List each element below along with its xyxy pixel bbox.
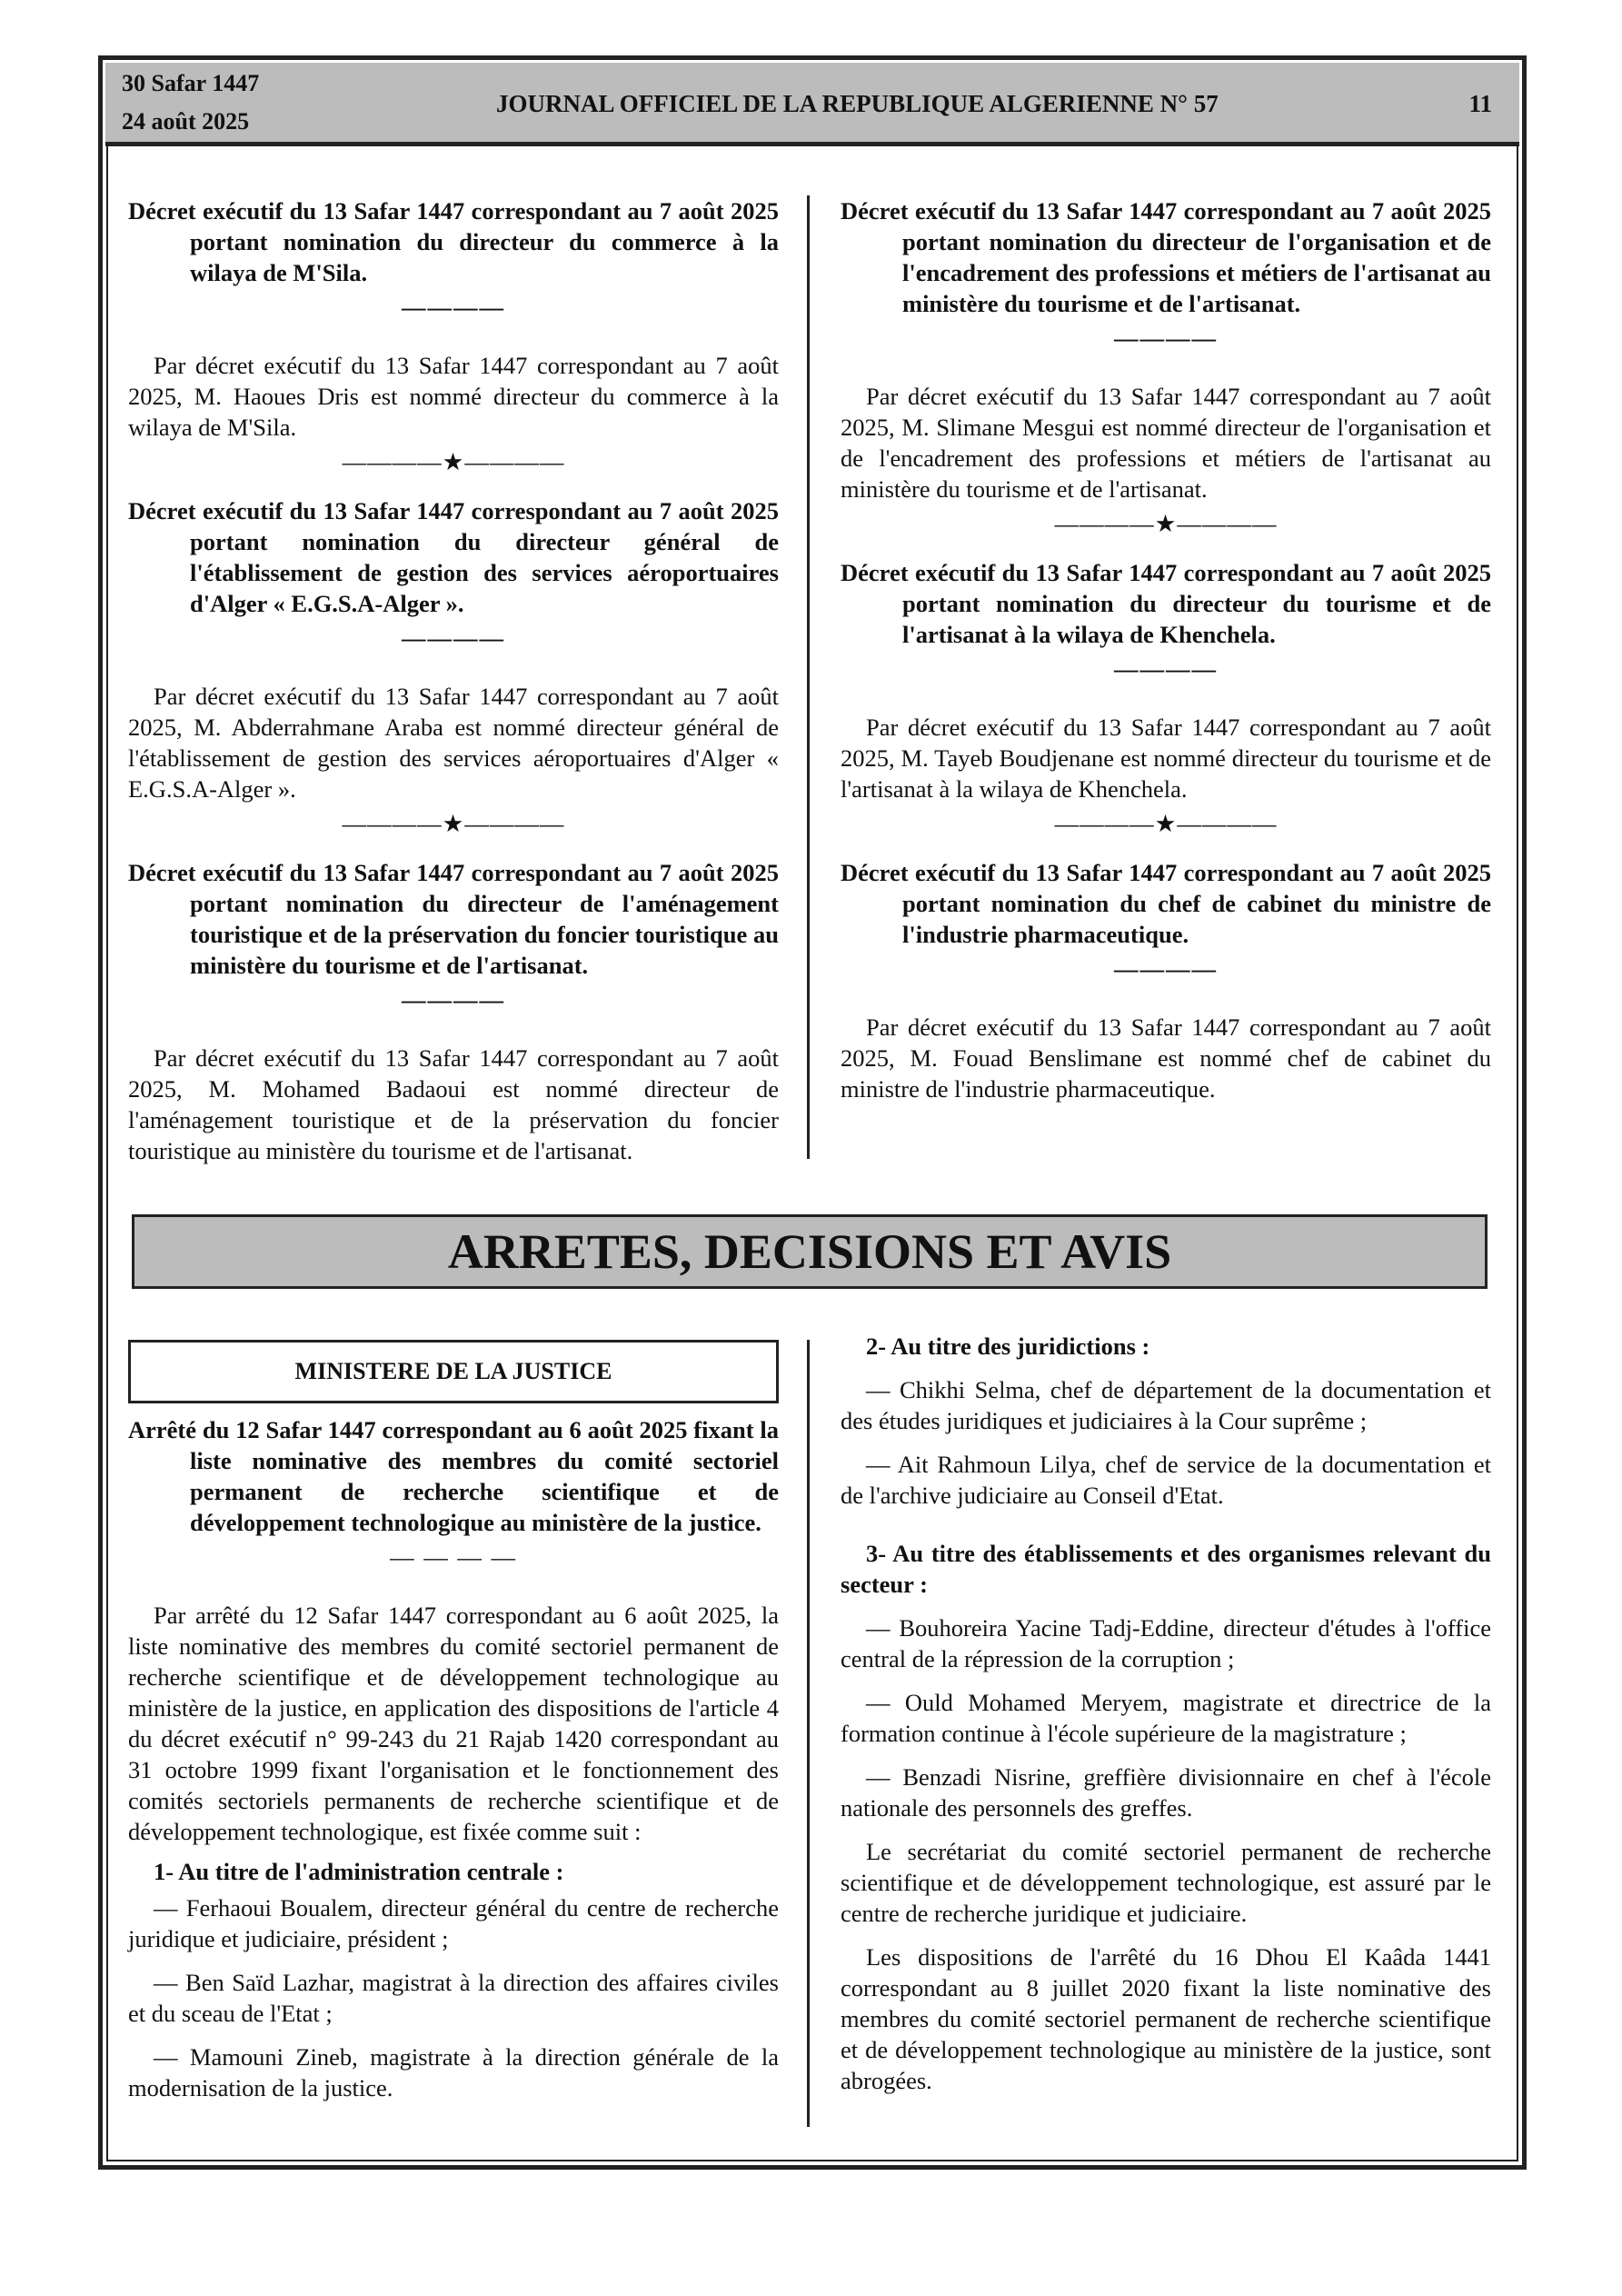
member-item: — Mamouni Zineb, magistrate à la direction générale de la modernisation de la justice. (128, 2043, 779, 2101)
section-heading: 2- Au titre des juridictions : (866, 1333, 1150, 1360)
separator: — — — — (390, 1543, 517, 1571)
member-item: — Bouhoreira Yacine Tadj-Eddine, directeur d'études à l'office central de la répression de la corruption ; (841, 1614, 1491, 1672)
decree-title: Décret exécutif du 13 Safar 1447 correspondant au 7 août 2025 portant nomination du directeur du commerce à la wilaya de M'Sila. (128, 197, 779, 286)
header-date-gregorian: 24 août 2025 (122, 108, 250, 135)
star-separator: ————★———— (342, 448, 565, 475)
decree-body: Par décret exécutif du 13 Safar 1447 correspondant au 7 août 2025, M. Tayeb Boudjenane est nommé directeur du tourisme et de l'artisanat à la wilaya de Khenchela. (841, 714, 1491, 803)
member-item: — Ait Rahmoun Lilya, chef de service de la documentation et de l'archive judiciaire au Conseil d'Etat. (841, 1451, 1491, 1509)
member-item: — Ben Saïd Lazhar, magistrat à la direction des affaires civiles et du sceau de l'Etat ; (128, 1969, 779, 2027)
star-separator: ————★———— (1054, 510, 1278, 537)
decree-body: Par décret exécutif du 13 Safar 1447 correspondant au 7 août 2025, M. Abderrahmane Araba est nommé directeur général de l'établissement de gestion des services aéroportuaires d'Alger « E.G.S.A-Alger ». (128, 683, 779, 803)
arrete-title: Arrêté du 12 Safar 1447 correspondant au 6 août 2025 fixant la liste nominative des membres du comité sectoriel permanent de recherche scientifique et de développement technologique au ministère de la justice. (128, 1416, 779, 1536)
bottom-right-column (841, 1331, 1491, 2109)
decree-body: Par décret exécutif du 13 Safar 1447 correspondant au 7 août 2025, M. Fouad Benslimane est nommé chef de cabinet du ministre de l'industrie pharmaceutique. (841, 1013, 1491, 1103)
member-item: — Ferhaoui Boualem, directeur général du centre de recherche juridique et judiciaire, président ; (128, 1894, 779, 1952)
page-number: 11 (1468, 90, 1492, 117)
decree-title: Décret exécutif du 13 Safar 1447 correspondant au 7 août 2025 portant nomination du directeur de l'organisation et de l'encadrement des professions et métiers de l'artisanat au ministère du tourisme et de l'artisanat. (841, 197, 1491, 317)
decree-title: Décret exécutif du 13 Safar 1447 correspondant au 7 août 2025 portant nomination du directeur général de l'établissement de gestion des services aéroportuaires d'Alger « E.G.S.A-Alger ». (128, 497, 779, 617)
column-divider (807, 195, 810, 1159)
journal-title: JOURNAL OFFICIEL DE LA REPUBLIQUE ALGERIENNE N° 57 (496, 90, 1219, 117)
header-date-hijri: 30 Safar 1447 (122, 70, 260, 96)
separator: ———— (402, 986, 505, 1013)
decree-title: Décret exécutif du 13 Safar 1447 correspondant au 7 août 2025 portant nomination du directeur du tourisme et de l'artisanat à la wilaya de Khenchela. (841, 559, 1491, 648)
column-divider (807, 1340, 810, 2127)
section-heading: 1- Au titre de l'administration centrale : (154, 1858, 564, 1885)
decree-body: Par décret exécutif du 13 Safar 1447 correspondant au 7 août 2025, M. Mohamed Badaoui est nommé directeur de l'aménagement touristique et de la préservation du foncier touristique au ministère du tourisme et de l'artisanat. (128, 1044, 779, 1164)
decree-body: Par décret exécutif du 13 Safar 1447 correspondant au 7 août 2025, M. Slimane Mesgui est nommé directeur de l'organisation et de l'encadrement des professions et métiers de l'artisanat au ministère du tourisme et de l'artisanat. (841, 383, 1491, 503)
page-header (105, 63, 1519, 146)
section-heading: 3- Au titre des établissements et des organismes relevant du secteur : (841, 1540, 1491, 1598)
decree-title: Décret exécutif du 13 Safar 1447 correspondant au 7 août 2025 portant nomination du directeur de l'aménagement touristique et de la préservation du foncier touristique au ministère du tourisme et de l'artisanat. (128, 859, 779, 979)
separator: ———— (402, 624, 505, 652)
top-right-column (841, 195, 1491, 1104)
member-item: — Ould Mohamed Meryem, magistrate et directrice de la formation continue à l'école supérieure de la magistrature ; (841, 1689, 1491, 1747)
top-left-column (128, 195, 779, 1166)
member-item: — Chikhi Selma, chef de département de la documentation et des études juridiques et judiciaires à la Cour suprême ; (841, 1376, 1491, 1434)
star-separator: ————★———— (1054, 810, 1278, 837)
member-item: — Benzadi Nisrine, greffière divisionnaire en chef à l'école nationale des personnels des greffes. (841, 1763, 1491, 1822)
separator: ———— (1114, 955, 1218, 983)
star-separator: ————★———— (342, 810, 565, 837)
separator: ———— (402, 294, 505, 321)
section-banner: ARRETES, DECISIONS ET AVIS (132, 1214, 1488, 1289)
separator: ———— (1114, 655, 1218, 683)
separator: ———— (1114, 324, 1218, 352)
arrete-intro: Par arrêté du 12 Safar 1447 correspondant au 6 août 2025, la liste nominative des membres du comité sectoriel permanent de recherche scientifique et de développement technologique au ministère de la justice, en application des dispositions de l'article 4 du décret exécutif n° 99-243 du 21 Rajab 1420 correspondant au 31 octobre 1999 fixant l'organisation et le fonctionnement des comités sectoriels permanents de recherche scientifique et de développement technologique, est fixée comme suit : (128, 1602, 779, 1845)
secretariat-paragraph: Le secrétariat du comité sectoriel permanent de recherche scientifique et de développement technologique, est assuré par le centre de recherche juridique et judiciaire. (841, 1838, 1491, 1927)
ministry-heading: MINISTERE DE LA JUSTICE (128, 1340, 779, 1403)
decree-title: Décret exécutif du 13 Safar 1447 correspondant au 7 août 2025 portant nomination du chef de cabinet du ministre de l'industrie pharmaceutique. (841, 859, 1491, 948)
decree-body: Par décret exécutif du 13 Safar 1447 correspondant au 7 août 2025, M. Haoues Dris est nommé directeur du commerce à la wilaya de M'Sila. (128, 352, 779, 441)
abrogation-paragraph: Les dispositions de l'arrêté du 16 Dhou El Kaâda 1441 correspondant au 8 juillet 2020 fixant la liste nominative des membres du comité sectoriel permanent de recherche scientifique et de développement technologique au ministère de la justice, sont abrogées. (841, 1943, 1491, 2094)
bottom-left-column (128, 1340, 779, 2116)
